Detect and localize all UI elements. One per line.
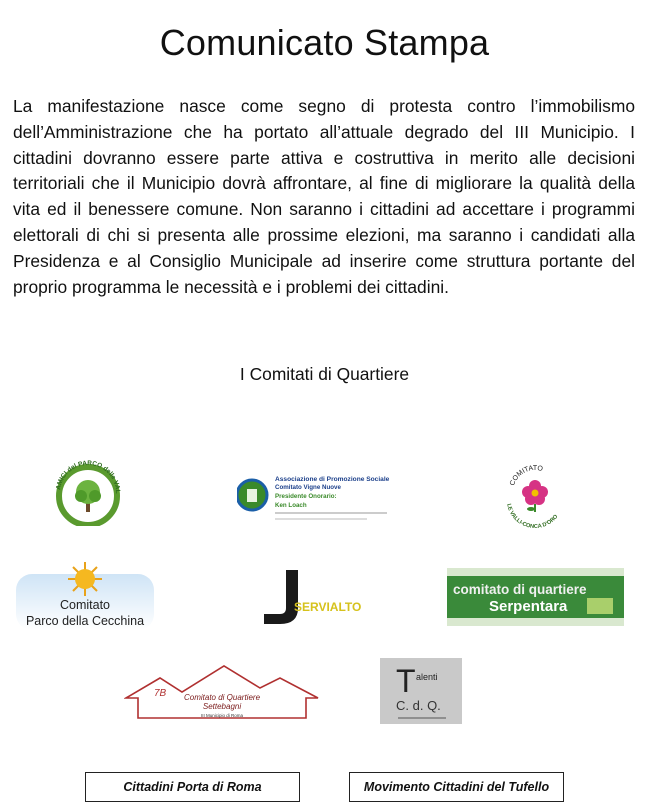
flower-icon <box>499 462 571 532</box>
globe-icon <box>237 470 392 526</box>
tree-icon <box>48 460 128 526</box>
valli-top-text: COMITATO <box>509 464 544 487</box>
signature: I Comitati di Quartiere <box>239 364 410 384</box>
talenti-word: alenti <box>416 672 438 682</box>
serpentara-logo <box>447 568 624 626</box>
cecchina-line1: Comitato <box>59 598 111 612</box>
settebagni-logo <box>124 662 320 724</box>
valli-bottom-text: LE VALLI-CONCA D'ORO <box>505 503 560 531</box>
serpentara-banner-icon <box>447 568 624 626</box>
talenti-logo <box>380 658 462 724</box>
ring-text: AMICI del PARCO delle VAL <box>55 460 122 494</box>
assoc-line1: Associazione di Promozione Sociale <box>275 476 390 483</box>
settebagni-line2: Settebagni <box>202 702 242 711</box>
assoc-line4: Ken Loach <box>275 502 307 509</box>
cecchina-line2: Parco della Cecchina <box>25 614 145 628</box>
settebagni-line3: III Municipio di Roma <box>200 713 244 718</box>
talenti-big-letter: T <box>396 663 416 699</box>
amici-parco-logo <box>48 460 128 526</box>
movimento-tufello-box: Movimento Cittadini del Tufello <box>349 772 564 802</box>
talenti-initials: C. d. Q. <box>396 698 441 713</box>
associazione-logo <box>237 470 392 526</box>
serpentara-line1: comitato di quartiere <box>453 582 587 597</box>
servialto-logo <box>254 568 374 626</box>
servialto-name: SERVIALTO <box>294 600 362 614</box>
page-title: Comunicato Stampa <box>159 22 490 63</box>
valli-conca-logo <box>499 462 571 532</box>
assoc-line3: Presidente Onorario: <box>275 493 337 500</box>
cecchina-logo <box>16 562 154 630</box>
talenti-badge-icon <box>380 658 462 724</box>
press-release-body: La manifestazione nasce come segno di protesta contro l’immobilismo dell’Amministrazione che ha portato all’attuale degrado del III Municipio. I cittadini dovranno essere parte attiva e costruttiva in merito alle decisioni territoriali che il Municipio dovrà affrontare, al fine di migliorare la qualità della vita ed il benessere comune. Non saranno i cittadini ad accettare i programmi elettorali di chi si presenta alle prossime elezioni, ma saranno i candidati alla Presidenza e al Consiglio Municipale ad inserire come struttura portante del proprio programma le necessità e i problemi dei cittadini. <box>13 96 635 297</box>
roofs-icon <box>124 662 320 724</box>
settebagni-line1: Comitato di Quartiere <box>183 693 261 702</box>
sun-icon <box>16 562 154 630</box>
j-letter-icon <box>254 568 374 626</box>
settebagni-mark: 7B <box>154 688 167 699</box>
assoc-line2: Comitato Vigne Nuove <box>275 484 341 491</box>
serpentara-line2: Serpentara <box>489 598 568 615</box>
cittadini-porta-di-roma-box: Cittadini Porta di Roma <box>85 772 300 802</box>
